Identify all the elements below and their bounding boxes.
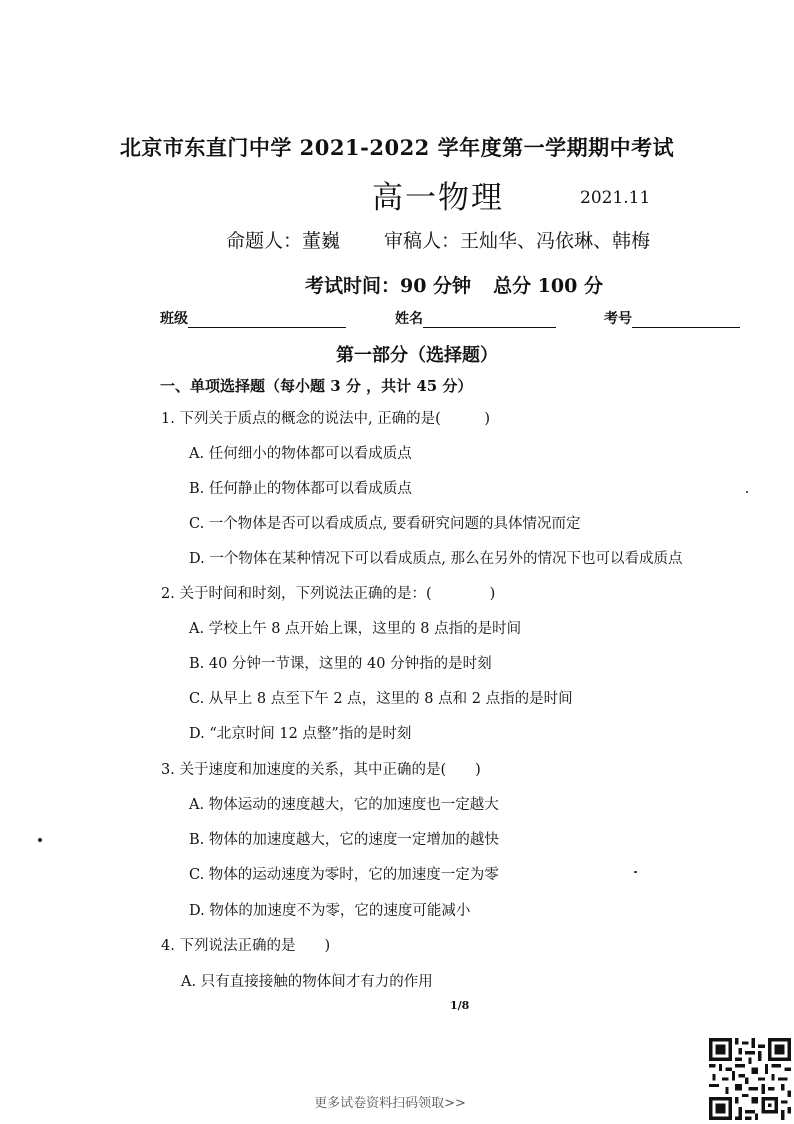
footer-link[interactable]: 更多试卷资料扫码领取>> (314, 1096, 466, 1111)
total-score-label: 总分 100 分 (493, 275, 603, 297)
question-3-option-d: D. 物体的加速度不为零，它的速度可能减小 (189, 903, 471, 919)
time-label: 考试时间：90 分钟 (305, 275, 472, 297)
question-3-stem: 3. 关于速度和加速度的关系，其中正确的是( ) (161, 762, 481, 778)
question-2-option-c: C. 从早上 8 点至下午 2 点，这里的 8 点和 2 点指的是时间 (189, 691, 573, 707)
exam-title: 北京市东直门中学 2021-2022 学年度第一学期期中考试 (119, 135, 675, 160)
number-blank[interactable] (632, 311, 740, 328)
name-blank[interactable] (423, 311, 556, 328)
page-number: 1/8 (450, 999, 470, 1012)
question-1-option-c: C. 一个物体是否可以看成质点, 要看研究问题的具体情况而定 (189, 516, 581, 532)
subject-title: 高一物理 (372, 180, 504, 216)
class-field (160, 308, 346, 328)
class-blank[interactable] (188, 311, 346, 328)
question-2-stem: 2. 关于时间和时刻，下列说法正确的是：( ) (161, 586, 496, 602)
section-title: 第一部分（选择题） (336, 345, 498, 366)
scan-speck (746, 491, 748, 493)
question-1-option-b: B. 任何静止的物体都可以看成质点 (189, 481, 412, 497)
name-field (395, 308, 556, 328)
question-2-option-a: A. 学校上午 8 点开始上课，这里的 8 点指的是时间 (189, 621, 522, 637)
question-1-option-a: A. 任何细小的物体都可以看成质点 (189, 446, 412, 462)
question-4-option-a: A. 只有直接接触的物体间才有力的作用 (181, 974, 433, 990)
question-2-option-d: D. “北京时间 12 点整”指的是时刻 (189, 726, 412, 742)
question-3-option-a: A. 物体运动的速度越大，它的加速度也一定越大 (189, 797, 499, 813)
number-field (604, 308, 740, 328)
class-label: 班级 (160, 311, 188, 327)
author-label: 命题人：董巍 (226, 230, 341, 252)
question-4-stem: 4. 下列说法正确的是 ) (161, 938, 331, 954)
scan-speck (634, 871, 637, 873)
question-2-option-b: B. 40 分钟一节课，这里的 40 分钟指的是时刻 (189, 656, 492, 672)
question-1-option-d: D. 一个物体在某种情况下可以看成质点, 那么在另外的情况下也可以看成质点 (189, 551, 683, 567)
authors-line (226, 226, 650, 253)
exam-date: 2021.11 (580, 188, 651, 208)
question-3-option-b: B. 物体的加速度越大，它的速度一定增加的越快 (189, 832, 499, 848)
number-label: 考号 (604, 311, 632, 327)
reviewer-label: 审稿人：王灿华、冯依琳、韩梅 (384, 230, 651, 252)
question-3-option-c: C. 物体的运动速度为零时，它的加速度一定为零 (189, 867, 499, 883)
question-1-stem: 1. 下列关于质点的概念的说法中, 正确的是( ) (161, 411, 490, 427)
name-label: 姓名 (395, 311, 423, 327)
scan-speck (38, 838, 42, 842)
part-heading: 一、单项选择题（每小题 3 分 ，共计 45 分） (160, 377, 473, 395)
exam-time-info (305, 271, 603, 298)
